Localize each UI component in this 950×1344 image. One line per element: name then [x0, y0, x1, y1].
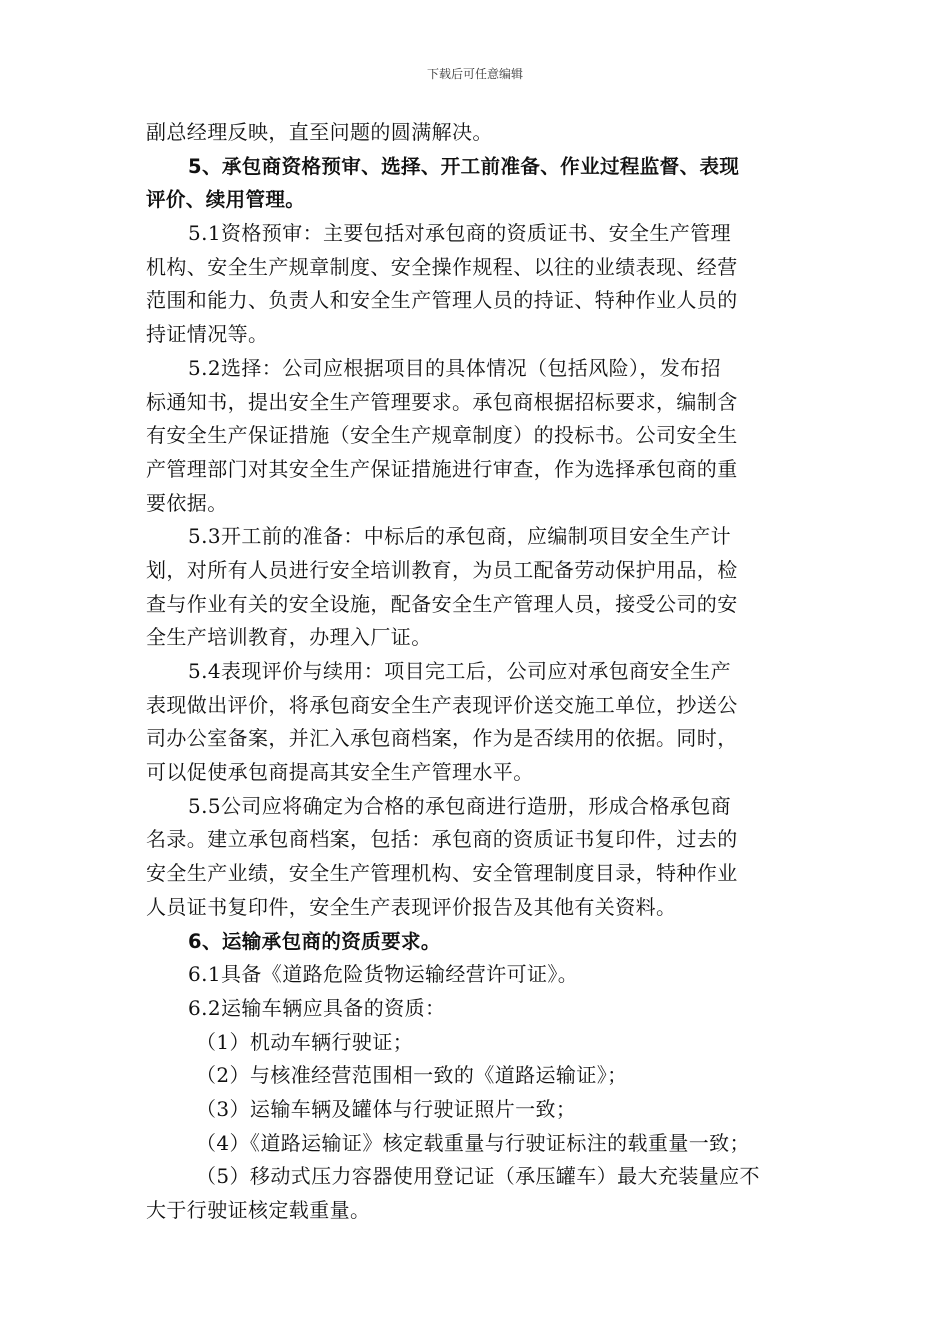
- body-line: 要依据。: [146, 490, 228, 515]
- body-line: 划，对所有人员进行安全培训教育，为员工配备劳动保护用品，检: [146, 557, 738, 582]
- body-line: 大于行驶证核定载重量。: [146, 1198, 371, 1222]
- document-body: [146, 116, 810, 1228]
- list-item: （3）运输车辆及罐体与行驶证照片一致；: [196, 1096, 577, 1121]
- section-heading: 6、运输承包商的资质要求。: [188, 929, 441, 953]
- body-line: 标通知书，提出安全生产管理要求。承包商根据招标要求，编制含: [146, 389, 738, 414]
- body-line: 范围和能力、负责人和安全生产管理人员的持证、特种作业人员的: [146, 288, 738, 313]
- section-heading-cont: 评价、续用管理。: [146, 188, 306, 212]
- body-line: 5.5公司应将确定为合格的承包商进行造册，形成合格承包商: [188, 793, 732, 818]
- body-line: 表现做出评价，将承包商安全生产表现评价送交施工单位，抄送公: [146, 692, 738, 717]
- body-line: 名录。建立承包商档案，包括：承包商的资质证书复印件，过去的: [146, 827, 738, 852]
- body-line: 5.3开工前的准备：中标后的承包商，应编制项目安全生产计: [188, 524, 732, 549]
- body-line: 5.1资格预审：主要包括对承包商的资质证书、安全生产管理: [188, 221, 732, 246]
- list-item: （1）机动车辆行驶证；: [196, 1029, 414, 1054]
- body-line: 司办公室备案，并汇入承包商档案，作为是否续用的依据。同时，: [146, 726, 738, 751]
- list-item: （5）移动式压力容器使用登记证（承压罐车）最大充装量应不: [196, 1164, 760, 1189]
- body-line: 6.1具备《道路危险货物运输经营许可证》。: [188, 962, 579, 987]
- body-line: 查与作业有关的安全设施，配备安全生产管理人员，接受公司的安: [146, 591, 738, 616]
- body-line: 安全生产业绩，安全生产管理机构、安全管理制度目录，特种作业: [146, 861, 738, 886]
- page-header: 下载后可任意编辑: [426, 67, 523, 81]
- list-item: （4）《道路运输证》核定载重量与行驶证标注的载重量一致；: [196, 1130, 750, 1155]
- list-item: （2）与核准经营范围相一致的《道路运输证》；: [196, 1063, 628, 1088]
- body-line: 5.4表现评价与续用：项目完工后，公司应对承包商安全生产: [188, 659, 732, 683]
- body-line: 全生产培训教育，办理入厂证。: [146, 625, 432, 650]
- body-line: 持证情况等。: [146, 322, 269, 347]
- body-line: 6.2运输车辆应具备的资质：: [188, 995, 446, 1020]
- body-line: 可以促使承包商提高其安全生产管理水平。: [146, 760, 534, 785]
- body-line: 副总经理反映，直至问题的圆满解决。: [146, 120, 493, 144]
- body-line: 机构、安全生产规章制度、安全操作规程、以往的业绩表现、经营: [146, 254, 738, 279]
- body-line: 人员证书复印件，安全生产表现评价报告及其他有关资料。: [146, 894, 677, 919]
- body-line: 有安全生产保证措施（安全生产规章制度）的投标书。公司安全生: [146, 423, 738, 448]
- body-line: 5.2选择：公司应根据项目的具体情况（包括风险），发布招: [188, 355, 722, 380]
- section-heading: 5、承包商资格预审、选择、开工前准备、作业过程监督、表现: [188, 154, 740, 178]
- body-line: 产管理部门对其安全生产保证措施进行审查，作为选择承包商的重: [146, 456, 738, 481]
